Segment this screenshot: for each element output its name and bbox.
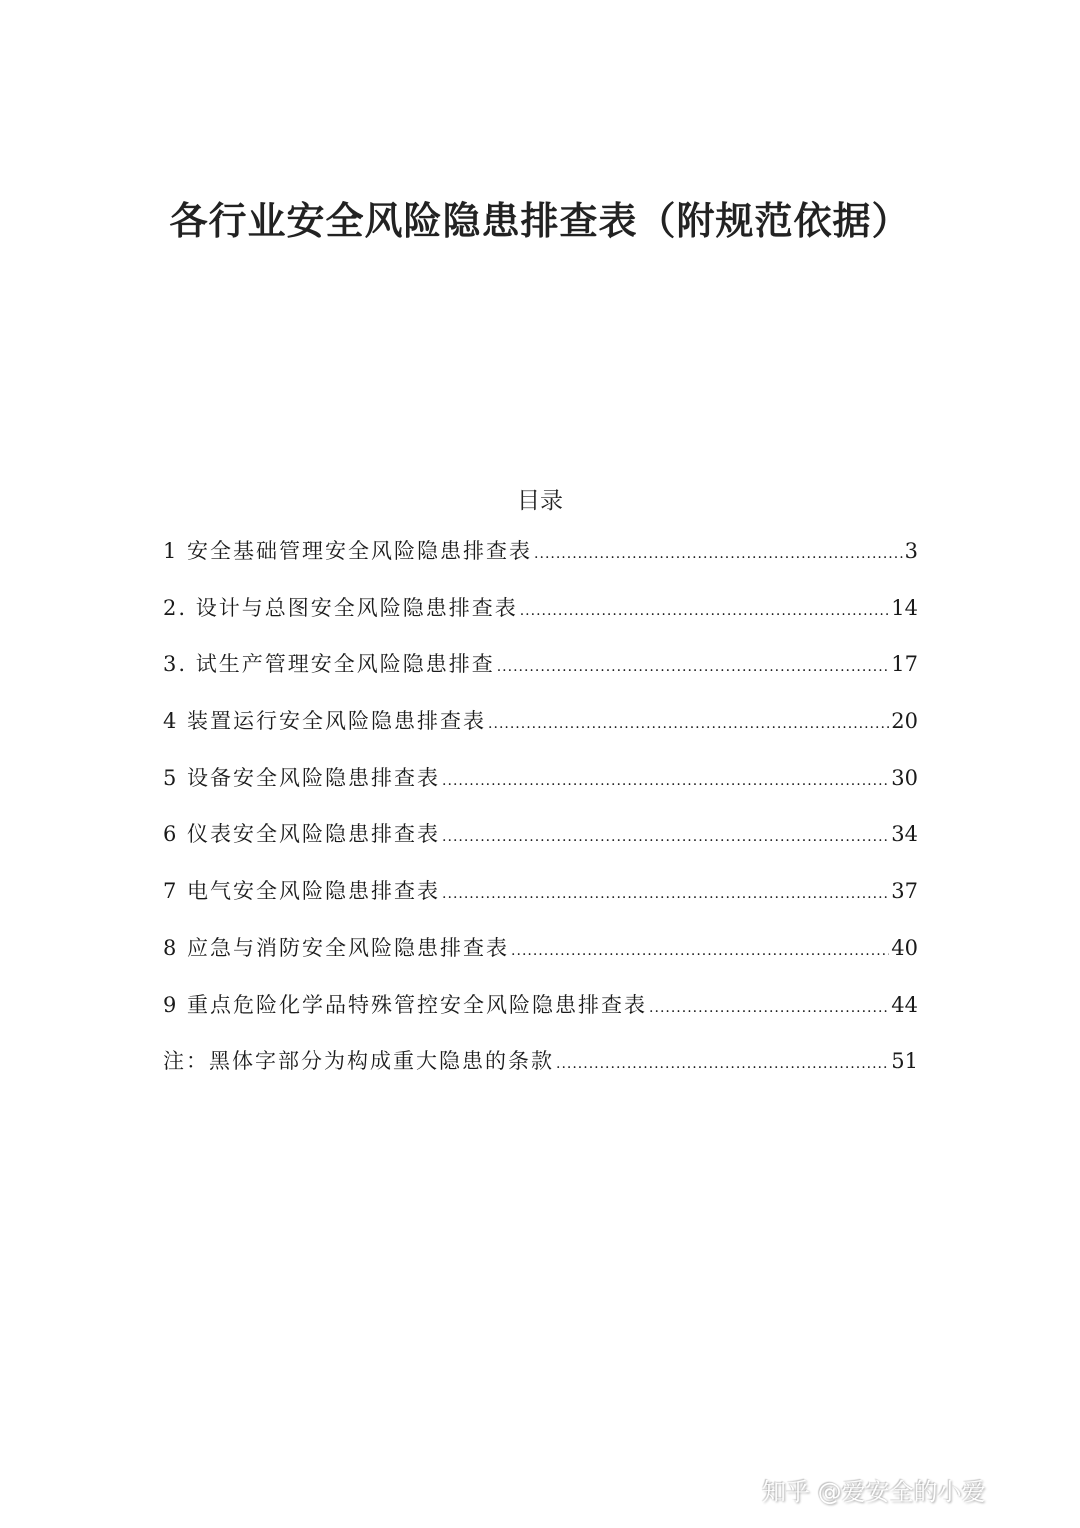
toc-heading: 目录 <box>517 488 563 514</box>
toc-leader-dots <box>534 546 903 562</box>
document-title: 各行业安全风险隐患排查表（附规范依据） <box>169 199 911 243</box>
toc-entry-page: 37 <box>891 879 918 904</box>
toc-entry-page: 3 <box>904 539 918 563</box>
toc-entry-page: 40 <box>891 935 918 960</box>
toc-entry-label: 3. 试生产管理安全风险隐患排查 <box>163 652 495 677</box>
toc-leader-dots <box>497 659 890 675</box>
toc-entry-label: 8 应急与消防安全风险隐患排查表 <box>163 935 510 960</box>
toc-entry-label: 注：黑体字部分为构成重大隐患的条款 <box>163 1049 554 1074</box>
toc-entry-label: 7 电气安全风险隐患排查表 <box>163 879 441 904</box>
toc-entry[interactable] <box>163 989 918 1046</box>
toc-leader-dots <box>488 716 889 732</box>
toc-entry[interactable] <box>163 592 918 649</box>
toc-entry-page: 44 <box>891 992 918 1017</box>
toc-entry[interactable] <box>163 648 918 705</box>
toc-entry-page: 14 <box>891 595 918 620</box>
watermark: 知乎 @爱安全的小爱 <box>762 1478 986 1506</box>
toc-leader-dots <box>511 943 889 959</box>
toc-entry-page: 51 <box>891 1049 918 1074</box>
toc-entry[interactable] <box>163 762 918 819</box>
toc-leader-dots <box>520 603 890 619</box>
toc-entry-page: 20 <box>891 709 918 734</box>
toc-leader-dots <box>442 773 889 789</box>
toc-entry-note[interactable] <box>163 1045 918 1102</box>
toc-entry-label: 6 仪表安全风险隐患排查表 <box>163 822 441 847</box>
toc-leader-dots <box>556 1056 889 1072</box>
toc-entry-page: 34 <box>891 822 918 847</box>
toc-leader-dots <box>442 886 889 902</box>
toc-entry[interactable] <box>163 818 918 875</box>
toc-entry-label: 2. 设计与总图安全风险隐患排查表 <box>163 595 518 620</box>
toc-entry-page: 30 <box>891 765 918 790</box>
toc-entry-label: 1 安全基础管理安全风险隐患排查表 <box>163 539 533 563</box>
toc-leader-dots <box>442 829 889 845</box>
toc-entry-label: 5 设备安全风险隐患排查表 <box>163 765 441 790</box>
toc-entry[interactable] <box>163 875 918 932</box>
table-of-contents <box>163 535 918 1102</box>
toc-leader-dots <box>649 1000 889 1016</box>
toc-entry-page: 17 <box>891 652 918 677</box>
toc-entry[interactable] <box>163 535 918 592</box>
toc-entry[interactable] <box>163 932 918 989</box>
toc-entry-label: 4 装置运行安全风险隐患排查表 <box>163 709 487 734</box>
toc-entry[interactable] <box>163 705 918 762</box>
toc-entry-label: 9 重点危险化学品特殊管控安全风险隐患排查表 <box>163 992 648 1017</box>
